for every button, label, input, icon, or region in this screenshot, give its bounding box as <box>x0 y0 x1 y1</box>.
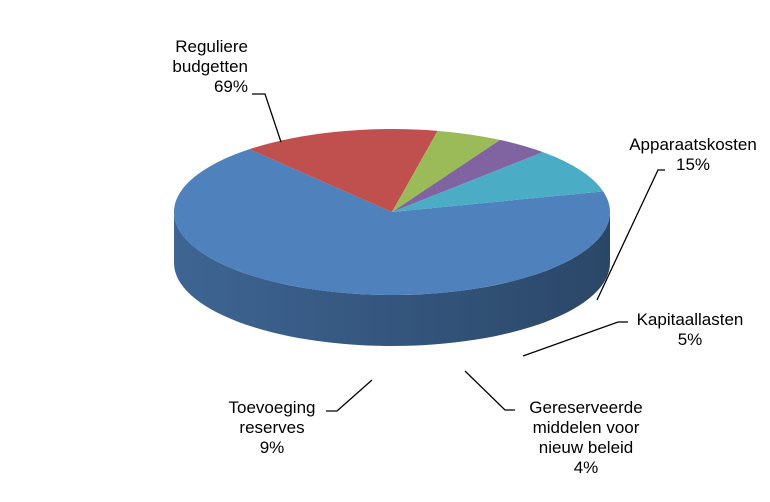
label-toevoeging-reserves <box>229 398 316 458</box>
label-line: reserves <box>239 418 305 437</box>
label-pct: 15% <box>675 155 711 174</box>
label-pct: 5% <box>677 330 703 349</box>
label-apparaatskosten <box>629 135 757 175</box>
label-line: budgetten <box>172 57 248 76</box>
label-line: Gereserveerde <box>529 398 643 417</box>
label-line: middelen voor <box>532 418 640 437</box>
label-line: Apparaatskosten <box>629 135 757 154</box>
label-reguliere-budgetten <box>172 37 248 97</box>
leader-toevoeging-reserves <box>326 380 372 411</box>
label-pct: 69% <box>213 77 248 96</box>
label-line: Toevoeging <box>228 398 316 417</box>
label-kapitaallasten <box>637 310 744 350</box>
label-pct: 9% <box>259 438 285 457</box>
leader-reguliere-budgetten <box>252 94 281 142</box>
label-line: nieuw beleid <box>538 438 634 457</box>
leader-kapitaallasten <box>523 322 628 356</box>
leader-gereserveerde-middelen <box>465 371 515 410</box>
label-line: Reguliere <box>175 37 248 56</box>
label-line: Kapitaallasten <box>636 310 744 329</box>
label-gereserveerde-middelen <box>529 398 642 478</box>
label-pct: 4% <box>573 458 599 477</box>
